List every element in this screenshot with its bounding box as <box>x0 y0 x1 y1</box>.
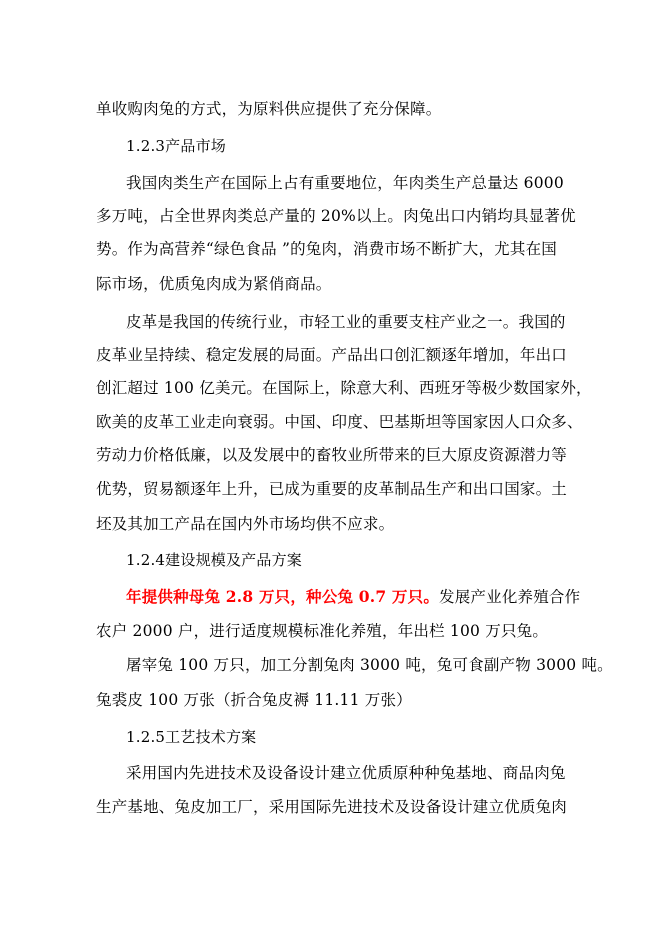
paragraph-line: 创汇超过 100 亿美元。在国际上，除意大利、西班牙等极少数国家外， <box>96 379 592 397</box>
paragraph-line: 皮革业呈持续、稳定发展的局面。产品出口创汇额逐年增加，年出口 <box>96 346 568 364</box>
paragraph-line: 采用国内先进技术及设备设计建立优质原种种兔基地、商品肉兔 <box>126 764 566 782</box>
paragraph-line: 多万吨，占全世界肉类总产量的 20%以上。肉兔出口内销均具显著优 <box>96 207 576 225</box>
paragraph-line-continuation: 发展产业化养殖合作 <box>439 588 581 606</box>
paragraph-line: 兔裘皮 100 万张（折合兔皮褥 11.11 万张） <box>96 691 412 709</box>
paragraph-line: 农户 2000 户，进行适度规模标准化养殖，年出栏 100 万只兔。 <box>96 622 549 640</box>
paragraph-line: 际市场，优质兔肉成为紧俏商品。 <box>96 275 332 293</box>
paragraph-line: 生产基地、兔皮加工厂，采用国际先进技术及设备设计建立优质兔肉 <box>96 798 568 816</box>
paragraph-line: 单收购肉兔的方式，为原料供应提供了充分保障。 <box>96 100 442 118</box>
paragraph-line <box>126 587 580 607</box>
paragraph-line: 欧美的皮革工业走向衰弱。中国、印度、巴基斯坦等国家因人口众多、 <box>96 413 583 431</box>
section-heading-1-2-4: 1.2.4建设规模及产品方案 <box>126 551 302 569</box>
section-heading-1-2-3: 1.2.3产品市场 <box>126 137 226 155</box>
paragraph-line: 皮革是我国的传统行业，市轻工业的重要支柱产业之一。我国的 <box>126 313 566 331</box>
section-heading-1-2-5: 1.2.5工艺技术方案 <box>126 728 257 746</box>
paragraph-line: 优势，贸易额逐年上升，已成为重要的皮革制品生产和出口国家。土 <box>96 480 568 498</box>
paragraph-line: 势。作为高营养“绿色食品 ”的兔肉，消费市场不断扩大，尤其在国 <box>96 240 557 258</box>
paragraph-line: 我国肉类生产在国际上占有重要地位，年肉类生产总量达 6000 <box>126 174 564 192</box>
paragraph-line: 坯及其加工产品在国内外市场均供不应求。 <box>96 515 395 533</box>
paragraph-line: 屠宰兔 100 万只，加工分割兔肉 3000 吨，兔可食副产物 3000 吨。 <box>126 656 613 674</box>
highlighted-breeding-stock-text: 年提供种母兔 2.8 万只，种公兔 0.7 万只。 <box>126 587 440 606</box>
paragraph-line: 劳动力价格低廉，以及发展中的畜牧业所带来的巨大原皮资源潜力等 <box>96 446 568 464</box>
